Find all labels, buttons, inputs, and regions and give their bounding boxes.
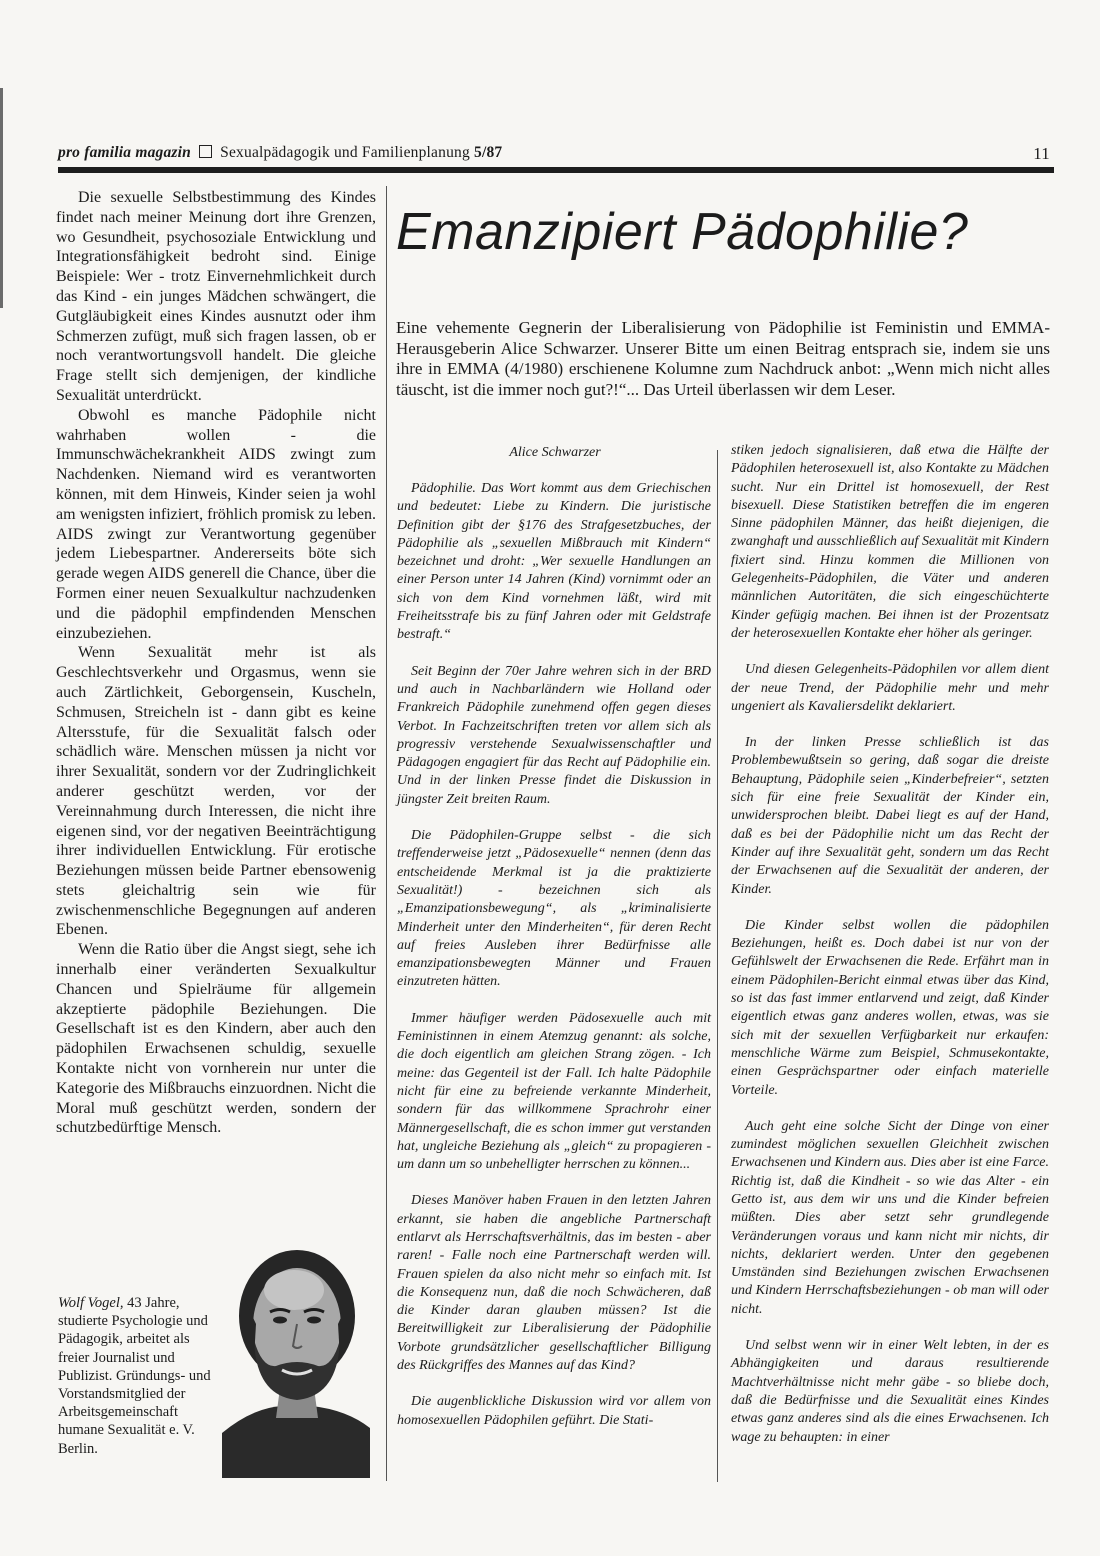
- middle-paragraph: Immer häufiger werden Pädosexuelle auch mit Feministinnen in einem Atemzug genannt: als solche, die doch eigentlich am gleichen Strang zögen. - Ich meine: das Gegenteil ist der Fall. Ich halte Pädophile nicht für eine zu befreiende verkannte Minderheit, sondern für das willkommene Sprachrohr einer Männergesellschaft, die es schon immer gut verstanden hat, ungleiche Beziehung als „gleich“ zu propagieren - um dann um so unbehelligter herrschen zu können...: [397, 1010, 711, 1173]
- bio-text: 43 Jahre, studierte Psychologie und Pädagogik, arbeitet als freier Journalist und Publizist. Gründungs- und Vorstandsmitglied der Arbeitsgemeinschaft humane Sexualität e. V. Berlin.: [58, 1295, 211, 1457]
- author-portrait: [222, 1228, 370, 1478]
- right-column: [731, 442, 1049, 1465]
- page-edge-shadow: [0, 88, 3, 308]
- author-bio: [58, 1294, 218, 1458]
- left-paragraph: Wenn Sexualität mehr ist als Geschlechtsverkehr und Orgasmus, wenn sie auch Zärtlichkeit, Geborgensein, Kuscheln, Schmusen, Streicheln ist - dann gibt es keine Altersstufe, für die Sexualität falsch oder schädlich wäre. Menschen müssen ja nicht vor ihrer Sexualität, sondern vor der Zudringlichkeit anderer geschützt werden, vor der Vereinnahmung durch Interessen, die nicht ihre eigenen sind, vor der negativen Beeinträchtigung ihrer individuellen Entwicklung. Für erotische Beziehungen müssen beide Partner ebensowenig stets gleichaltrig sein wie für zwischenmenschliche Begegnungen auf anderen Ebenen.: [56, 644, 376, 939]
- magazine-name: pro familia magazin: [58, 144, 191, 161]
- right-paragraph: Und selbst wenn wir in einer Welt lebten, in der es Abhängigkeiten und daraus resultierende Machtverhältnisse nicht mehr gäbe - so bliebe doch, daß die Bedürfnisse und die Sexualität eines Kindes etwas ganz anderes sind als die eines Erwachsenen. Ich wage zu behaupten: in einer: [731, 1338, 1049, 1445]
- middle-paragraph: Seit Beginn der 70er Jahre wehren sich in der BRD und auch in Nachbarländern wie Holland oder Frankreich Pädophile zunehmend offen gegen dieses Verbot. In Fachzeitschriften treten vor allem sich als progressiv verstehende Sexualwissenschaftler und Pädagogen engagiert für das Recht auf Pädophilie ein. Und in der linken Presse findet die Diskussion in jüngster Zeit breiten Raum.: [397, 663, 711, 807]
- middle-paragraph: Die augenblickliche Diskussion wird vor allem von homosexuellen Pädophilen geführt. Die Stati-: [397, 1394, 711, 1428]
- bio-name: Wolf Vogel,: [58, 1295, 124, 1311]
- middle-paragraph: Pädophilie. Das Wort kommt aus dem Griechischen und bedeutet: Liebe zu Kindern. Die juristische Definition gibt der §176 des Strafgesetzbuches, der Pädophilie als „sexuellen Mißbrauch mit Kindern“ bezeichnet und droht: „Wer sexuelle Handlungen an einer Person unter 14 Jahren (Kind) vornimmt oder an sich von dem Kind vornehmen läßt, wird mit Freiheitsstrafe bis zu fünf Jahren oder mit Geldstrafe bestraft.“: [397, 481, 711, 643]
- column-divider: [717, 450, 718, 1482]
- middle-paragraph: Dieses Manöver haben Frauen in den letzten Jahren erkannt, sie haben die angebliche Partnerschaft entlarvt als Herrschaftsverhältnis, das im besten - aber raren! - Falle noch eine Partnerschaft werden will. Frauen spielen da also nicht mehr so einfach mit. Ist die Konsequenz nun, daß die noch Schwächeren, daß die Kinder daran glauben müssen? Ist die Bereitwilligkeit zur Liberalisierung der Pädophilie Vorbote grundsätzlicher gesellschaftlicher Billigung des Rückgriffes des Mannes auf das Kind?: [397, 1193, 711, 1374]
- article-title: Emanzipiert Pädophilie?: [396, 203, 969, 261]
- section-name: Sexualpädagogik und Familienplanung: [220, 144, 470, 161]
- separator-box-icon: [199, 145, 212, 158]
- right-paragraph: stiken jedoch signalisieren, daß etwa die Hälfte der Pädophilen heterosexuell ist, also Kontakte zu Mädchen sucht. Nur ein Drittel ist homosexuell, der Rest bisexuell. Diese Statistiken betreffen die im engeren Sinne pädophilen Männer, das heißt diejenigen, die zwanghaft und ausschließlich auf Sexualität mit Kindern fixiert sind. Hinzu kommen die Millionen von Gelegenheits-Pädophilen, die Väter und anderen männlichen Autoritäten, die sich eingeschüchterte Kinder gefügig machen. Bei ihnen ist der Prozentsatz der heterosexuellen Kontakte eher höher als geringer.: [731, 443, 1049, 641]
- left-paragraph: Obwohl es manche Pädophile nicht wahrhaben wollen - die Immunschwächekrankheit AIDS zwingt zum Nachdenken. Niemand wird es verantworten können, mit dem Hinweis, Kinder seien ja wohl am wenigsten infiziert, fröhlich promisk zu leben. AIDS zwingt zur Verantwortung gegenüber jedem Liebespartner. Andererseits böte sich gerade wegen AIDS generell die Chance, über die Formen einer neuen Sexualkultur nachzudenken und die pädophil empfindenden Menschen einzubeziehen.: [56, 406, 376, 642]
- left-paragraph: Die sexuelle Selbstbestimmung des Kindes findet nach meiner Meinung dort ihre Grenzen, wo Gesundheit, psychosoziale Entwicklung und Integrationsfähigkeit bedroht sind. Einige Beispiele: Wer - trotz Einvernehmlichkeit durch das Kind - ein junges Mädchen schwängert, die Gutgläubigkeit eines Kindes ausnutzt oder ihm Schmerzen zufügt, muß sich fragen lassen, ob er noch verantwortungsvoll handelt. Die gleiche Frage stellt sich demjenigen, der kindliche Sexualität unterdrückt.: [56, 189, 376, 404]
- right-paragraph: In der linken Presse schließlich ist das Problembewußtsein so gering, daß sogar die dreiste Behauptung, Pädophile seien „Kinderbefreier“, setzten sich für eine freie Sexualität der Kinder ein, unwidersprochen bleibt. Dabei liegt es auf der Hand, daß es bei der Pädophilie nicht um das Recht der Kinder auf ihre Sexualität geht, sondern um das Recht der Erwachsenen auf die Sexualität der anderen, der Kinder.: [731, 735, 1049, 897]
- left-paragraph: Wenn die Ratio über die Angst siegt, sehe ich innerhalb einer veränderten Sexualkultur Chancen und Spielräume für allgemein akzeptierte pädophile Beziehungen. Die Gesellschaft ist es den Kindern, aber auch den pädophilen Erwachsenen schuldig, sexuelle Kontakte nicht von vornherein nur unter die Kategorie des Mißbrauchs einzuordnen. Nicht die Moral muß geschützt werden, sondern der schutzbedürftige Mensch.: [56, 941, 376, 1137]
- column-divider: [386, 186, 387, 1481]
- right-paragraph: Die Kinder selbst wollen die pädophilen Beziehungen, heißt es. Doch dabei ist nur von der Gefühlswelt der Erwachsenen die Rede. Erfährt man in einem Pädophilen-Bericht einmal etwas über das Kind, so ist das fast immer entlarvend und zeigt, daß Kinder eigentlich etwas ganz anderes wollen, etwas, was sie sich mit der sexuellen Verfügbarkeit nur erkaufen: menschliche Wärme zum Beispiel, Schmusekontakte, einen Gesprächspartner oder einfach materielle Vorteile.: [731, 917, 1049, 1098]
- page-number: 11: [1033, 144, 1050, 163]
- right-paragraph: Und diesen Gelegenheits-Pädophilen vor allem dient der neue Trend, der Pädophilie mehr und mehr ungeniert als Kavaliersdelikt deklariert.: [731, 662, 1049, 714]
- issue-number: 5/87: [474, 144, 503, 161]
- header-rule: [58, 167, 1054, 173]
- article-intro: Eine vehemente Gegnerin der Liberalisierung von Pädophilie ist Feministin und EMMA-Herausgeberin Alice Schwarzer. Unserer Bitte um einen Beitrag entsprach sie, indem sie uns ihre in EMMA (4/1980) erschienene Kolumne zum Nachdruck anbot: „Wenn mich nicht alles täuscht, ist die immer noch gut?!“... Das Urteil überlassen wir dem Leser.: [396, 318, 1050, 399]
- article-author: Alice Schwarzer: [509, 445, 601, 460]
- left-column: [56, 188, 376, 1138]
- running-header: [58, 144, 1054, 166]
- portrait-photo-icon: [222, 1228, 370, 1478]
- middle-column: [397, 480, 711, 1448]
- right-paragraph: Auch geht eine solche Sicht der Dinge von einer zumindest möglichen sexuellen Gleichheit zwischen Erwachsenen und Kindern aus. Dies aber ist eine Farce. Richtig ist, daß die Kindheit - so wie das Alter - ein Getto ist, aus dem wir uns und die Kinder befreien müßten. Dies aber setzt sehr grundlegende Veränderungen voraus und kann nicht mir nichts, dir nichts, deklariert werden. Unter den gegebenen Umständen sind Beziehungen zwischen Erwachsenen und Kindern Herrschaftsbeziehungen - ob man will oder nicht.: [731, 1118, 1049, 1317]
- middle-paragraph: Die Pädophilen-Gruppe selbst - die sich treffenderweise jetzt „Pädosexuelle“ nennen (denn das entscheidende Merkmal ist ja die praktizierte Sexualität!) - bezeichnen sich als „Emanzipationsbewegung“, als „kriminalisierte Minderheit unter den Minderheiten“, für deren Recht auf freies Ausleben ihrer Bedürfnisse alle emanzipationsbewegten Männer und Frauen einzutreten hätten.: [397, 828, 711, 990]
